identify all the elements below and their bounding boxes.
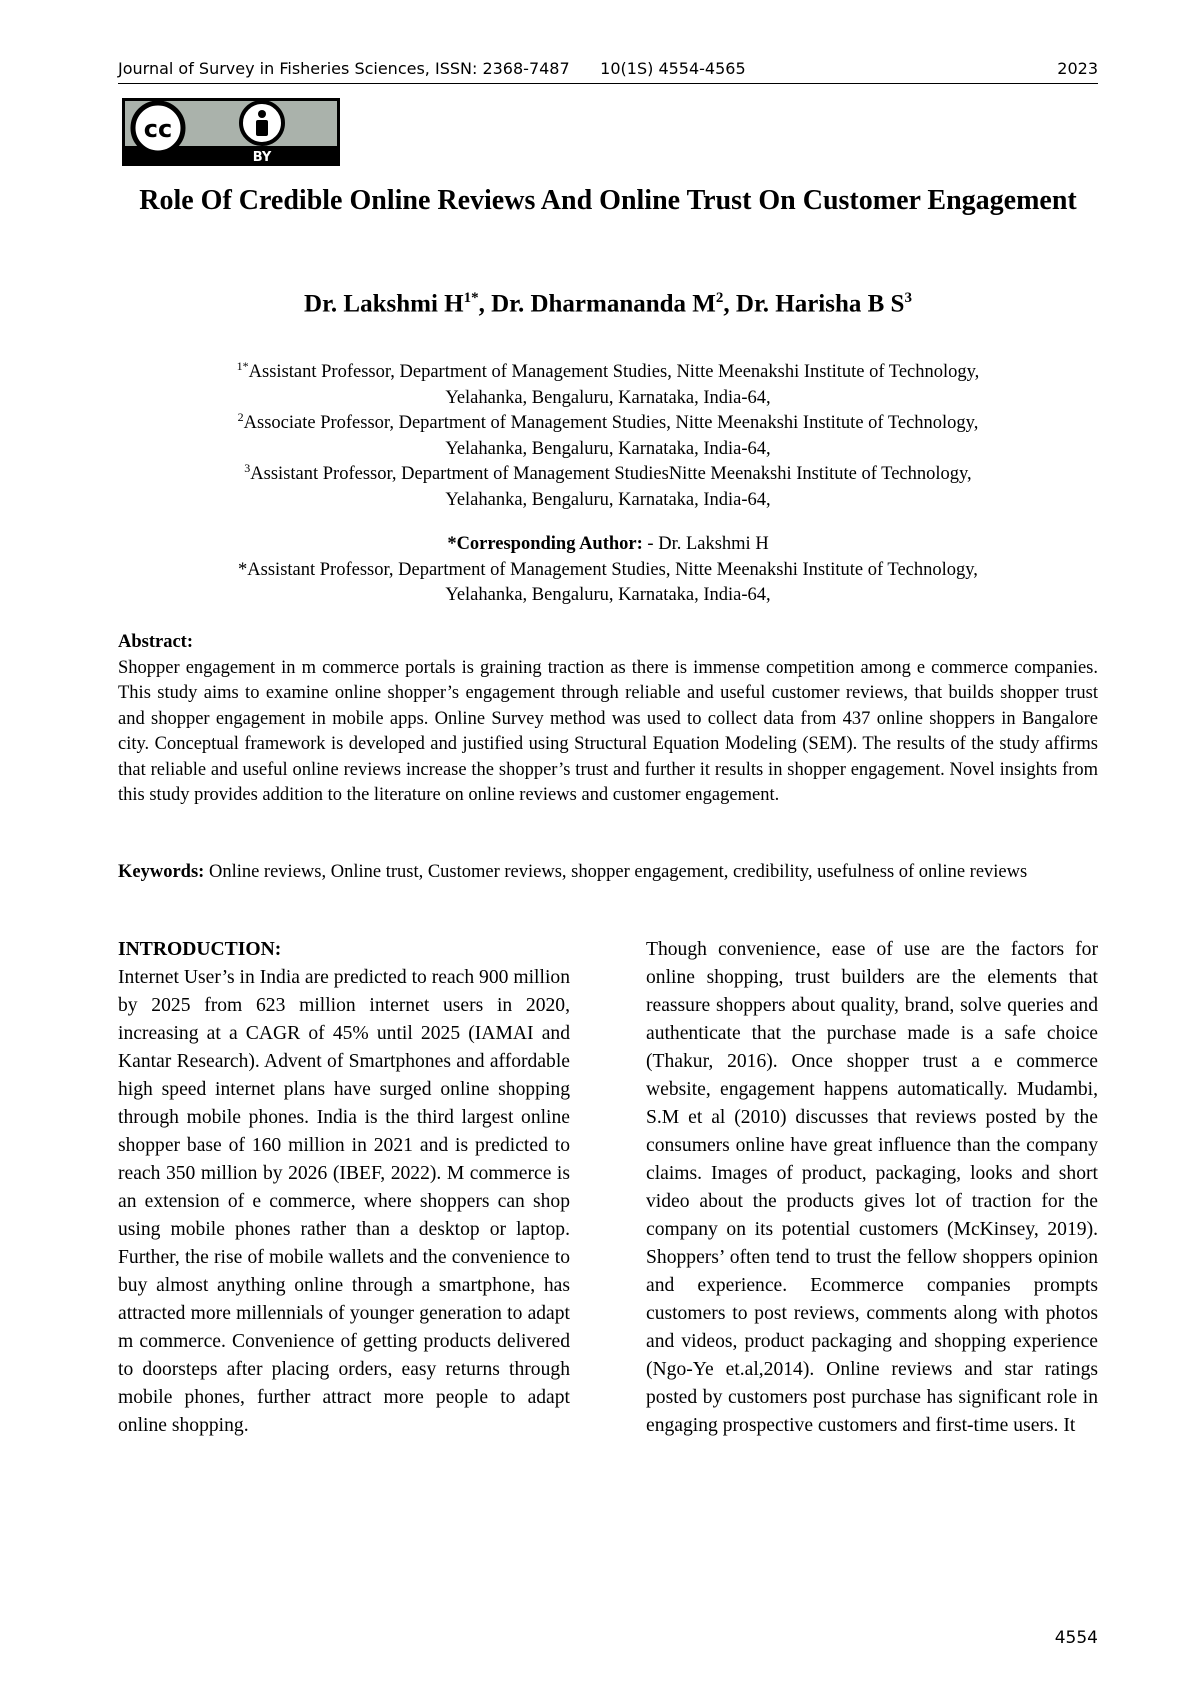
affiliation xyxy=(118,405,1098,462)
abstract-text: Shopper engagement in m commerce portals is graining traction as there is immense competition among e commerce companies. This study aims to examine online shopper’s engagement through reliable and useful customer reviews, that builds shopper trust and shopper engagement in mobile apps. Online Survey method was used to collect data from 437 online shoppers in Bangalore city. Conceptual framework is developed and justified using Structural Equation Modeling (SEM). The results of the study affirms that reliable and useful online reviews increase the shopper’s trust and further it results in shopper engagement. Novel insights from this study provides addition to the literature on online reviews and customer engagement. xyxy=(118,657,1098,805)
cc-letters: cc xyxy=(143,115,173,143)
cc-by-label: BY xyxy=(252,150,272,165)
corresponding-affiliation-line: Yelahanka, Bengaluru, Karnataka, India-64, xyxy=(445,585,771,605)
author-affil-marker: 2 xyxy=(715,290,724,306)
affiliation-line: Yelahanka, Bengaluru, Karnataka, India-64, xyxy=(445,438,771,459)
author-name: Dr. Harisha B S xyxy=(735,290,905,318)
journal-info: Journal of Survey in Fisheries Sciences, ISSN: 2368-7487 10(1S) 4554-4565 xyxy=(118,59,746,78)
publication-year: 2023 xyxy=(1057,59,1098,78)
affiliation-marker: 1* xyxy=(236,359,249,373)
affiliation-line: Associate Professor, Department of Management Studies, Nitte Meenakshi Institute of Technology, xyxy=(243,413,979,434)
corresponding-name: - Dr. Lakshmi H xyxy=(642,534,769,554)
introduction-heading: INTRODUCTION: xyxy=(118,939,282,960)
introduction-paragraph-continued: Though convenience, ease of use are the factors for online shopping, trust builders are the elements that reassure shoppers about quality, brand, solve queries and authenticate that the purchase made is a safe choice (Thakur, 2016). Once shopper trust a e commerce website, engagement happens automatically. Mudambi, S.M et al (2010) discusses that reviews posted by the consumers online have great influence than the company claims. Images of product, packaging, looks and short video about the products gives lot of traction for the company on its potential customers (McKinsey, 2019). Shoppers’ often tend to trust the fellow shoppers opinion and experience. Ecommerce companies prompts customers to post reviews, comments along with photos and videos, product packaging and shopping experience (Ngo-Ye et.al,2014). Online reviews and star ratings posted by customers post purchase has significant role in engaging prospective customers and first-time users. It xyxy=(646,939,1098,1436)
page-number: 4554 xyxy=(1054,1628,1098,1648)
left-column xyxy=(118,936,570,1440)
affiliation xyxy=(118,354,1098,411)
introduction-paragraph: Internet User’s in India are predicted to reach 900 million by 2025 from 623 million internet users in 2020, increasing at a CAGR of 45% until 2025 (IAMAI and Kantar Research). Advent of Smartphones and affordable high speed internet plans have surged online shopping through mobile phones. India is the third largest online shopper base of 160 million in 2021 and is predicted to reach 350 million by 2026 (IBEF, 2022). M commerce is an extension of e commerce, where shoppers can shop using mobile phones rather than a desktop or laptop. Further, the rise of mobile wallets and the convenience to buy almost anything online through a smartphone, has attracted more millennials of younger generation to adapt m commerce. Convenience of getting products delivered to doorsteps after placing orders, easy returns through mobile phones, further attract more people to adapt online shopping. xyxy=(118,967,570,1436)
corresponding-author xyxy=(118,532,1098,609)
abstract-heading: Abstract: xyxy=(118,632,194,652)
affiliation-marker: 2 xyxy=(237,410,244,424)
corresponding-label: *Corresponding Author: xyxy=(447,534,643,554)
keywords-section xyxy=(118,860,1098,886)
author-affil-marker: 1* xyxy=(463,290,479,306)
right-column xyxy=(646,936,1098,1440)
creative-commons-by-icon xyxy=(122,98,340,166)
affiliation-line: Yelahanka, Bengaluru, Karnataka, India-64, xyxy=(445,387,771,408)
corresponding-affiliation-line: *Assistant Professor, Department of Management Studies, Nitte Meenakshi Institute of Technology, xyxy=(238,559,978,580)
running-header xyxy=(118,57,1098,84)
affiliation xyxy=(118,456,1098,513)
affiliation-line: Assistant Professor, Department of Management Studies, Nitte Meenakshi Institute of Technology, xyxy=(248,362,980,383)
affiliation-marker: 3 xyxy=(244,461,251,475)
affiliation-line: Yelahanka, Bengaluru, Karnataka, India-64, xyxy=(445,489,771,510)
author-affil-marker: 3 xyxy=(904,290,912,306)
abstract-section xyxy=(118,630,1098,809)
author-name: Dr. Dharmananda M xyxy=(491,290,716,318)
keywords-label: Keywords: xyxy=(118,862,205,882)
affiliation-line: Assistant Professor, Department of Management StudiesNitte Meenakshi Institute of Technology, xyxy=(250,464,972,485)
author-list: Dr. Lakshmi $H^{1*}$, Dr. Dharmananda $M^2$, Dr. Harisha B $S^3$ xyxy=(304,290,912,318)
keywords-text: Online reviews, Online trust, Customer reviews, shopper engagement, credibility, usefulness of online reviews xyxy=(204,862,1028,882)
paper-title: Role Of Credible Online Reviews And Online Trust On Customer Engagement xyxy=(139,185,1077,216)
author-name: Dr. Lakshmi H xyxy=(304,290,464,318)
